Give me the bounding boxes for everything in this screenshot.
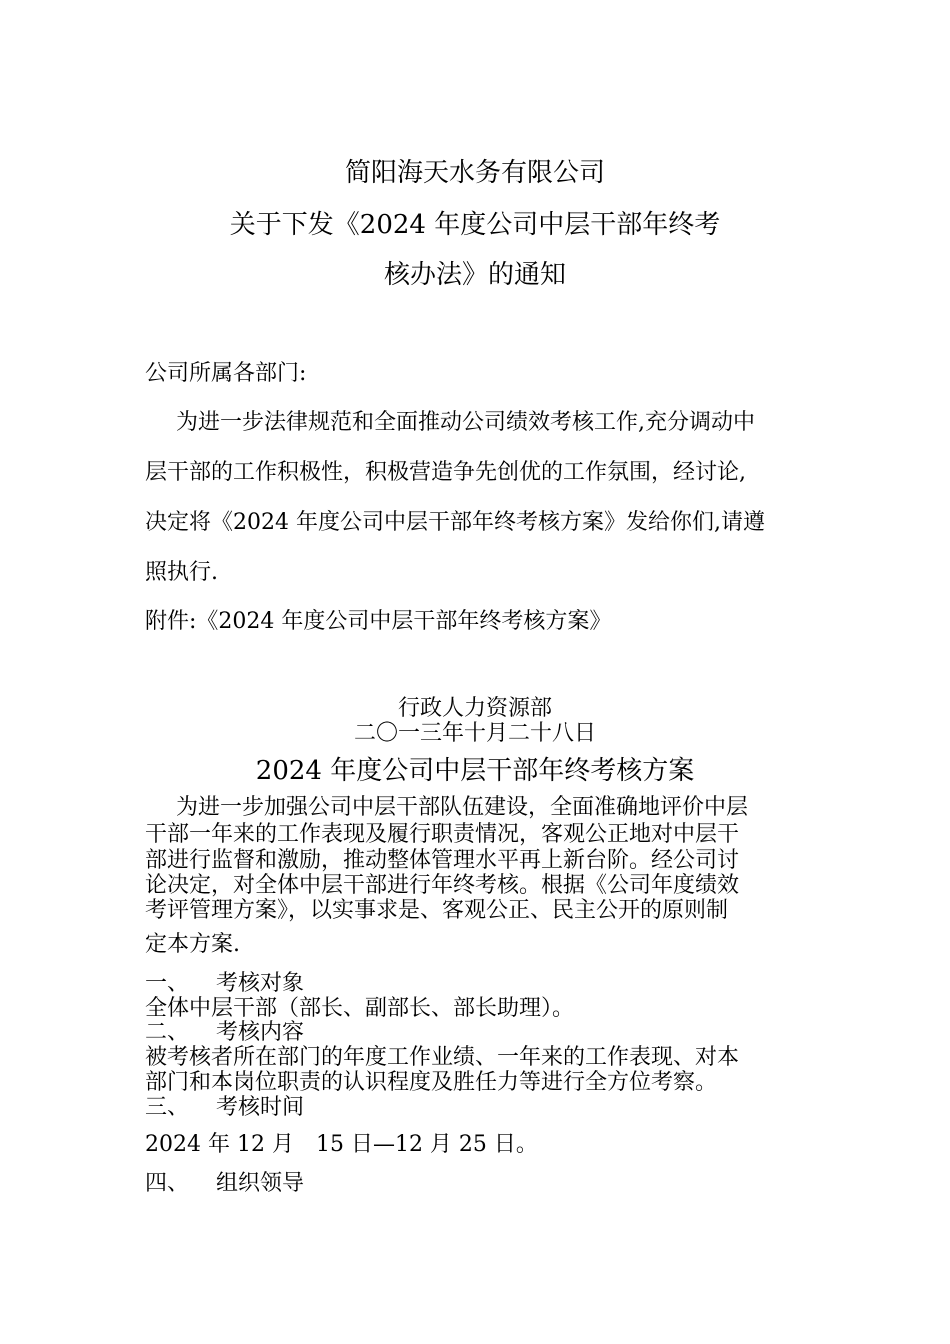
- section-2-text-line: 被考核者所在部门的年度工作业绩、一年来的工作表现、对本: [145, 1045, 740, 1070]
- plan-intro-line: 考评管理方案》，以实事求是、客观公正、民主公开的原则制: [145, 898, 729, 923]
- section-1-heading: 考核对象: [216, 971, 305, 996]
- plan-title: 2024 年度公司中层干部年终考核方案: [255, 756, 695, 786]
- plan-intro-line: 干部一年来的工作表现及履行职责情况，客观公正地对中层干: [145, 822, 740, 847]
- section-2-text-line: 部门和本岗位职责的认识程度及胜任力等进行全方位考察。: [145, 1070, 718, 1095]
- section-2-heading: 考核内容: [216, 1020, 305, 1045]
- plan-intro-line: 论决定，对全体中层干部进行年终考核。根据《公司年度绩效: [145, 873, 740, 898]
- section-2-number: 二、: [145, 1020, 190, 1045]
- notice-title-line-1: 关于下发《2024 年度公司中层干部年终考: [229, 210, 721, 240]
- notice-title-line-2: 核办法》的通知: [383, 260, 566, 290]
- notice-body-line: 为进一步法律规范和全面推动公司绩效考核工作,充分调动中: [176, 410, 755, 435]
- plan-intro-line: 为进一步加强公司中层干部队伍建设，全面准确地评价中层: [176, 795, 749, 820]
- section-4-heading: 组织领导: [216, 1171, 305, 1196]
- plan-intro-line: 定本方案.: [145, 932, 240, 957]
- salutation: 公司所属各部门:: [145, 361, 307, 386]
- section-4-number: 四、: [145, 1171, 190, 1196]
- section-3-heading: 考核时间: [216, 1095, 305, 1120]
- plan-intro-line: 部进行监督和激励，推动整体管理水平再上新台阶。经公司讨: [145, 848, 740, 873]
- notice-body-line: 层干部的工作积极性，积极营造争先创优的工作氛围，经讨论,: [145, 460, 746, 485]
- section-3-text: 2024 年 12 月 15 日—12 月 25 日。: [145, 1132, 538, 1157]
- issue-date: 二〇一三年十月二十八日: [353, 721, 596, 746]
- company-name: 简阳海天水务有限公司: [344, 158, 605, 188]
- section-1-number: 一、: [145, 971, 190, 996]
- notice-body-line: 照执行.: [145, 560, 218, 585]
- section-1-text: 全体中层干部（部长、副部长、部长助理）。: [145, 996, 575, 1021]
- notice-body-line: 决定将《2024 年度公司中层干部年终考核方案》发给你们,请遵: [145, 510, 765, 535]
- attachment-note: 附件:《2024 年度公司中层干部年终考核方案》: [145, 609, 612, 634]
- issuing-department: 行政人力资源部: [397, 696, 552, 721]
- section-3-number: 三、: [145, 1095, 190, 1120]
